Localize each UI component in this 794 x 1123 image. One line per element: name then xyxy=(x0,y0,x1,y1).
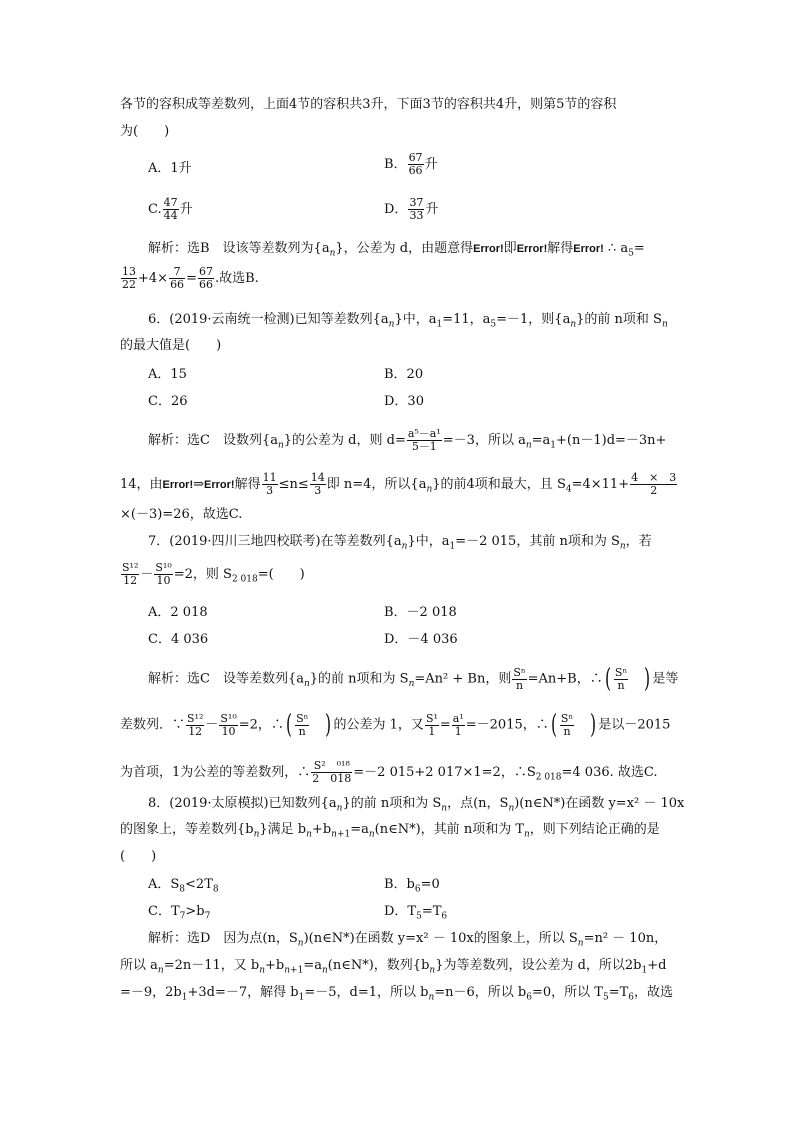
q4-stem-line1: 各节的容积成等差数列，上面4节的容积共3升，下面3节的容积共4升，则第5节的容积 xyxy=(120,97,617,112)
q8-solution-line1: 解析：选D 因为点(n，$S_n)(n\in N*)$在函数 y=x² － 10x的图象上，所以 $S_n=n^2 - 10n$， xyxy=(148,931,668,949)
q6-stem-line2: 的最大值是( ) xyxy=(120,338,222,353)
q7-solution-line1: 解析：选C 设等差数列$\{a_n\}$的前 n项和为 $S_n=An^2 + Bn$，则 $\frac{\text{Sⁿ}}{n}$ =An+B，∴( $\frac{\text{Sⁿ}}{n}$ ) 是等 xyxy=(148,664,679,694)
q8-option-c: C．$T_7>b_7$ xyxy=(148,904,211,922)
q6-option-b: B．20 xyxy=(384,367,424,382)
q6-option-c: C．26 xyxy=(148,394,188,409)
q7-option-d: D．－4 036 xyxy=(384,632,458,647)
q4-option-d: D． $\frac{37}{33}$ 升 xyxy=(384,196,439,222)
q7-option-c: C．4 036 xyxy=(148,632,209,647)
q6-stem-line1: 6．(2019·云南统一检测)已知等差数列$\{a_n\}$中，$a_1=11$，$a_5=-1$，则$\{a_n\}$的前 n项和 $S_n$ xyxy=(148,312,668,330)
q4-solution-line1: 解析：选B 设该等差数列为$\{a_n\}$，公差为 d，由题意得Error!即Error!解得Error! ∴ $a_5=$ xyxy=(148,241,645,259)
q4-solution-line2: $\frac{13}{22}$ +4× $\frac{7}{66}$ = $\frac{67}{66}$ .故选B. xyxy=(122,265,259,291)
q7-option-b: B．－2 018 xyxy=(384,605,457,620)
q7-stem-line2: $\frac{\text{S¹²}}{12}$ － $\frac{\text{S¹⁰}}{10}$ =2，则 $S_{2 018}=$( ) xyxy=(122,561,305,587)
q8-option-b: B．$b_6=0$ xyxy=(384,877,440,895)
q4-stem-line2: 为( ) xyxy=(120,124,170,139)
q8-solution-line2: 所以 $a_n=2n-11$，又 $b_n+b_{n+1}=a_n(n\in N*)$，数列$\{b_n\}$为等差数列，设公差为 d，所以$2b_1+d$ xyxy=(120,958,667,976)
q6-solution-line2: 14，由Error!⇒Error!解得 $\frac{11}{3}$ ≤n≤ $\frac{14}{3}$ 即 n=4，所以$\{a_n\}$的前4项和最大，且 $S_4=4\times 11+$ $\frac{4 \times 3}{2}$ xyxy=(120,471,677,497)
q8-stem-line1: 8．(2019·太原模拟)已知数列$\{a_n\}$的前 n项和为 $S_n$，点(n，$S_n)(n\in N*)$在函数 y=x² － 10x xyxy=(148,796,685,814)
q7-solution-line2: 差数列．∵ $\frac{\text{S¹²}}{12}$ － $\frac{\text{S¹⁰}}{10}$ =2，∴( $\frac{\text{Sⁿ}}{n}$ ) 的公差为 1，又 $\frac{\text{S¹}}{1}$ = $\frac{\text{a¹}}{1}$ =－2015，∴( $\frac{\text{Sⁿ}}{n}$ ) 是以－2015 xyxy=(120,710,671,740)
q4-option-c: C. $\frac{47}{44}$ 升 xyxy=(148,196,193,222)
q6-option-a: A．15 xyxy=(148,367,187,382)
q6-solution-line3: ×(－3)=26，故选C. xyxy=(120,507,243,522)
q6-option-d: D．30 xyxy=(384,394,424,409)
q8-stem-line3: ( ) xyxy=(120,849,157,864)
q8-option-a: A．$S_8<2T_8$ xyxy=(148,877,219,895)
q7-stem-line1: 7．(2019·四川三地四校联考)在等差数列$\{a_n\}$中，$a_1=-2$ 015，其前 n项和为 $S_n$，若 xyxy=(148,534,652,552)
q4-option-b: B． $\frac{67}{66}$ 升 xyxy=(384,151,438,177)
q6-solution-line1: 解析：选C 设数列$\{a_n\}$的公差为 d，则 d= $\frac{\text{a⁵－a¹}}{5-1}$ =－3，所以 $a_n=a_1+(n-1)d=-3n+$ xyxy=(148,427,667,453)
q4-option-a: A．1升 xyxy=(148,161,192,176)
q8-stem-line2: 的图象上，等差数列$\{b_n\}$满足 $b_n+b_{n+1}=a_n(n\in N*)$，其前 n项和为 $T_n$，则下列结论正确的是 xyxy=(120,822,660,840)
q7-option-a: A．2 018 xyxy=(148,605,208,620)
q8-option-d: D．$T_5=T_6$ xyxy=(384,904,448,922)
q7-solution-line3: 为首项，1为公差的等差数列，∴ $\frac{\text{S² ⁰¹⁸}}{2 018}$ =－2 015+2 017×1=2，$\therefore S_{2 018}=4$ 036. 故选C. xyxy=(120,759,658,785)
q8-solution-line3: =－9，$2b_1+3d=-7$，解得 $b_1=-5$，d=1，所以 $b_n=n-6$，所以 $b_6=0$，所以 $T_5=T_6$，故选 xyxy=(120,985,674,1003)
